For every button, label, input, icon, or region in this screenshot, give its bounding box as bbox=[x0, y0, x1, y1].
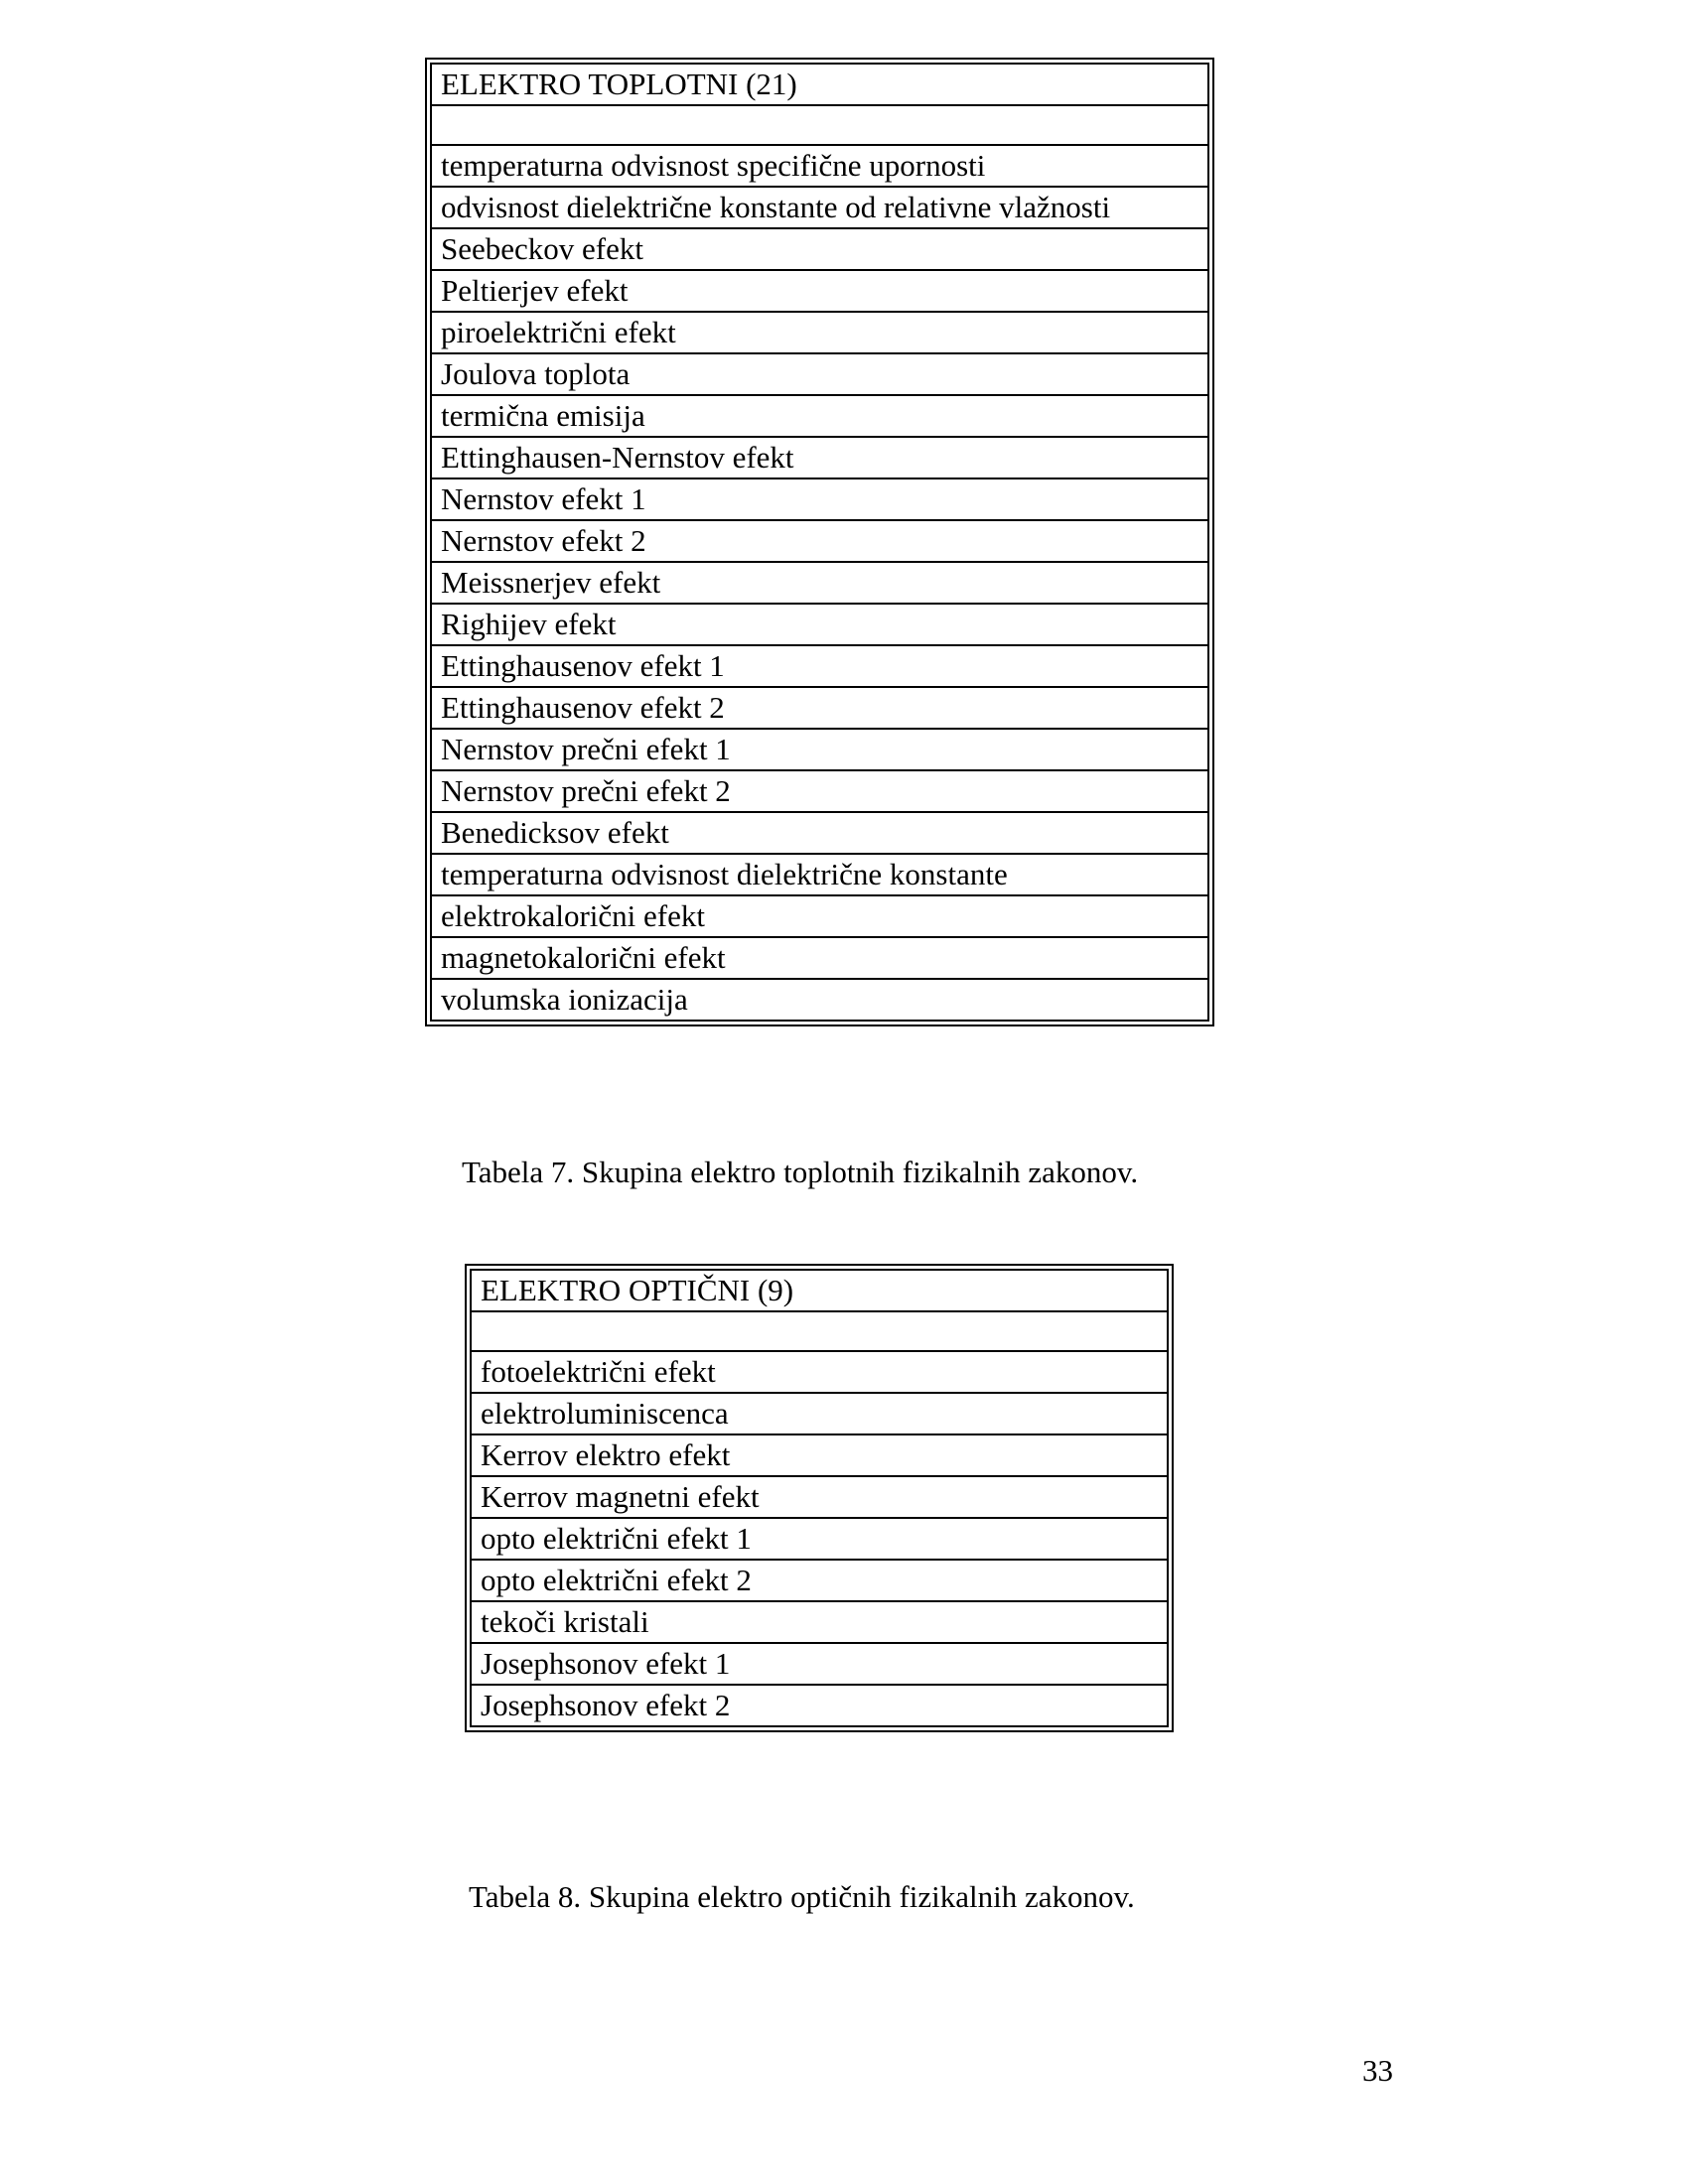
table-header-cell: ELEKTRO OPTIČNI (9) bbox=[471, 1270, 1168, 1311]
table-cell: elektrokalorični efekt bbox=[431, 895, 1208, 937]
table-row bbox=[431, 312, 1208, 353]
table-row bbox=[471, 1311, 1168, 1351]
table-cell: magnetokalorični efekt bbox=[431, 937, 1208, 979]
table-cell: Nernstov efekt 1 bbox=[431, 478, 1208, 520]
table-cell: Seebeckov efekt bbox=[431, 228, 1208, 270]
table-row bbox=[431, 437, 1208, 478]
table-cell: fotoelektrični efekt bbox=[471, 1351, 1168, 1393]
table-row bbox=[471, 1518, 1168, 1560]
table-row bbox=[431, 270, 1208, 312]
table-row bbox=[431, 562, 1208, 604]
table-elektro-toplotni-grid bbox=[430, 63, 1209, 1022]
table-row bbox=[431, 520, 1208, 562]
table-row bbox=[431, 812, 1208, 854]
table-row bbox=[471, 1476, 1168, 1518]
table-elektro-toplotni bbox=[425, 58, 1214, 1026]
table-row bbox=[471, 1601, 1168, 1643]
table-cell: Ettinghausenov efekt 1 bbox=[431, 645, 1208, 687]
table-cell: Nernstov efekt 2 bbox=[431, 520, 1208, 562]
table-row bbox=[431, 895, 1208, 937]
table-row bbox=[471, 1351, 1168, 1393]
table-cell: Peltierjev efekt bbox=[431, 270, 1208, 312]
table-header-cell: ELEKTRO TOPLOTNI (21) bbox=[431, 64, 1208, 105]
table-elektro-opticni-grid bbox=[470, 1269, 1169, 1727]
table-cell: Josephsonov efekt 1 bbox=[471, 1643, 1168, 1685]
table-cell: tekoči kristali bbox=[471, 1601, 1168, 1643]
table-cell bbox=[471, 1311, 1168, 1351]
table-cell: volumska ionizacija bbox=[431, 979, 1208, 1021]
table-caption-8: Tabela 8. Skupina elektro optičnih fizikalnih zakonov. bbox=[469, 1879, 1135, 1914]
table-row bbox=[431, 979, 1208, 1021]
table-cell: Nernstov prečni efekt 1 bbox=[431, 729, 1208, 770]
table-header-row bbox=[431, 64, 1208, 105]
table-cell: Meissnerjev efekt bbox=[431, 562, 1208, 604]
table-row bbox=[431, 729, 1208, 770]
table-cell: piroelektrični efekt bbox=[431, 312, 1208, 353]
table-row bbox=[431, 187, 1208, 228]
table-elektro-opticni bbox=[465, 1264, 1174, 1732]
table-row bbox=[431, 604, 1208, 645]
table-cell: Ettinghausenov efekt 2 bbox=[431, 687, 1208, 729]
table-cell: temperaturna odvisnost specifične upornosti bbox=[431, 145, 1208, 187]
table-cell: Nernstov prečni efekt 2 bbox=[431, 770, 1208, 812]
table-row bbox=[471, 1685, 1168, 1726]
table-cell: Righijev efekt bbox=[431, 604, 1208, 645]
table-cell: temperaturna odvisnost dielektrične konstante bbox=[431, 854, 1208, 895]
table-cell: Kerrov magnetni efekt bbox=[471, 1476, 1168, 1518]
table-row bbox=[431, 937, 1208, 979]
table-cell bbox=[431, 105, 1208, 145]
table-row bbox=[431, 228, 1208, 270]
table-row bbox=[471, 1434, 1168, 1476]
page-number: 33 bbox=[1362, 2053, 1393, 2088]
table-cell: Joulova toplota bbox=[431, 353, 1208, 395]
table-row bbox=[431, 395, 1208, 437]
table-cell: elektroluminiscenca bbox=[471, 1393, 1168, 1434]
table-row bbox=[471, 1643, 1168, 1685]
table-row bbox=[431, 478, 1208, 520]
table-row bbox=[431, 854, 1208, 895]
table-cell: Kerrov elektro efekt bbox=[471, 1434, 1168, 1476]
table-row bbox=[431, 353, 1208, 395]
table-row bbox=[431, 145, 1208, 187]
table-row bbox=[431, 687, 1208, 729]
table-cell: opto električni efekt 2 bbox=[471, 1560, 1168, 1601]
table-row bbox=[471, 1560, 1168, 1601]
table-cell: odvisnost dielektrične konstante od relativne vlažnosti bbox=[431, 187, 1208, 228]
table-cell: Ettinghausen-Nernstov efekt bbox=[431, 437, 1208, 478]
table-header-row bbox=[471, 1270, 1168, 1311]
table-cell: opto električni efekt 1 bbox=[471, 1518, 1168, 1560]
table-row bbox=[431, 645, 1208, 687]
table-cell: Benedicksov efekt bbox=[431, 812, 1208, 854]
table-row bbox=[431, 105, 1208, 145]
table-cell: termična emisija bbox=[431, 395, 1208, 437]
table-row bbox=[471, 1393, 1168, 1434]
table-row bbox=[431, 770, 1208, 812]
table-caption-7: Tabela 7. Skupina elektro toplotnih fizikalnih zakonov. bbox=[462, 1155, 1139, 1189]
table-cell: Josephsonov efekt 2 bbox=[471, 1685, 1168, 1726]
